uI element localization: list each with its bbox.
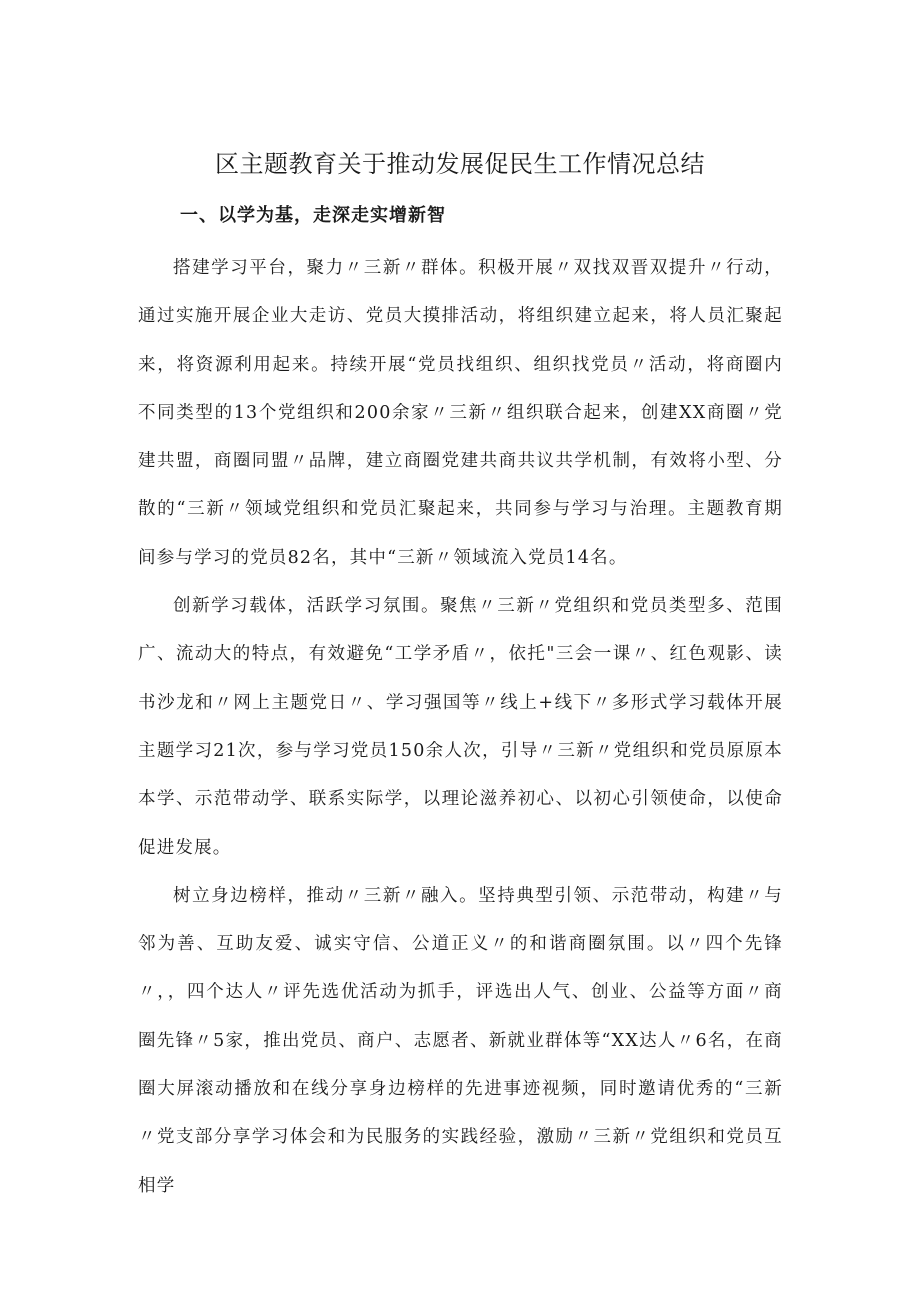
document-title: 区主题教育关于推动发展促民生工作情况总结 xyxy=(215,150,705,178)
section-heading: 一、以学为基，走深走实增新智 xyxy=(180,205,446,226)
paragraph: 创新学习载体，活跃学习氛围。聚焦〃三新〃党组织和党员类型多、范围广、流动大的特点，有效避免“工学矛盾〃，依托"三会一课〃、红色观影、读书沙龙和〃网上主题党日〃、学习强国等〃线上+线下〃多形式学习载体开展主题学习21次，参与学习党员150余人次，引导〃三新〃党组织和党员原原本本学、示范带动学、联系实际学，以理论滋养初心、以初心引领使命，以使命促进发展。 xyxy=(138,596,783,858)
paragraph: 搭建学习平台，聚力〃三新〃群体。积极开展〃双找双晋双提升〃行动，通过实施开展企业大走访、党员大摸排活动，将组织建立起来，将人员汇聚起来，将资源利用起来。持续开展“党员找组织、组织找党员〃活动，将商圈内不同类型的13个党组织和200余家〃三新〃组织联合起来，创建XX商圈〃党建共盟，商圈同盟〃品牌，建立商圈党建共商共议共学机制，有效将小型、分散的“三新〃领域党组织和党员汇聚起来，共同参与学习与治理。主题教育期间参与学习的党员82名，其中“三新〃领域流入党员14名。 xyxy=(138,258,783,568)
document-body xyxy=(138,244,783,1210)
paragraph: 树立身边榜样，推动〃三新〃融入。坚持典型引领、示范带动，构建〃与邻为善、互助友爱、诚实守信、公道正义〃的和谐商圈氛围。以〃四个先锋〃，，四个达人〃评先选优活动为抓手，评选出人气、创业、公益等方面〃商圈先锋〃5家，推出党员、商户、志愿者、新就业群体等“XX达人〃6名，在商圈大屏滚动播放和在线分享身边榜样的先进事迹视频，同时邀请优秀的“三新〃党支部分享学习体会和为民服务的实践经验，激励〃三新〃党组织和党员互相学 xyxy=(138,885,783,1196)
